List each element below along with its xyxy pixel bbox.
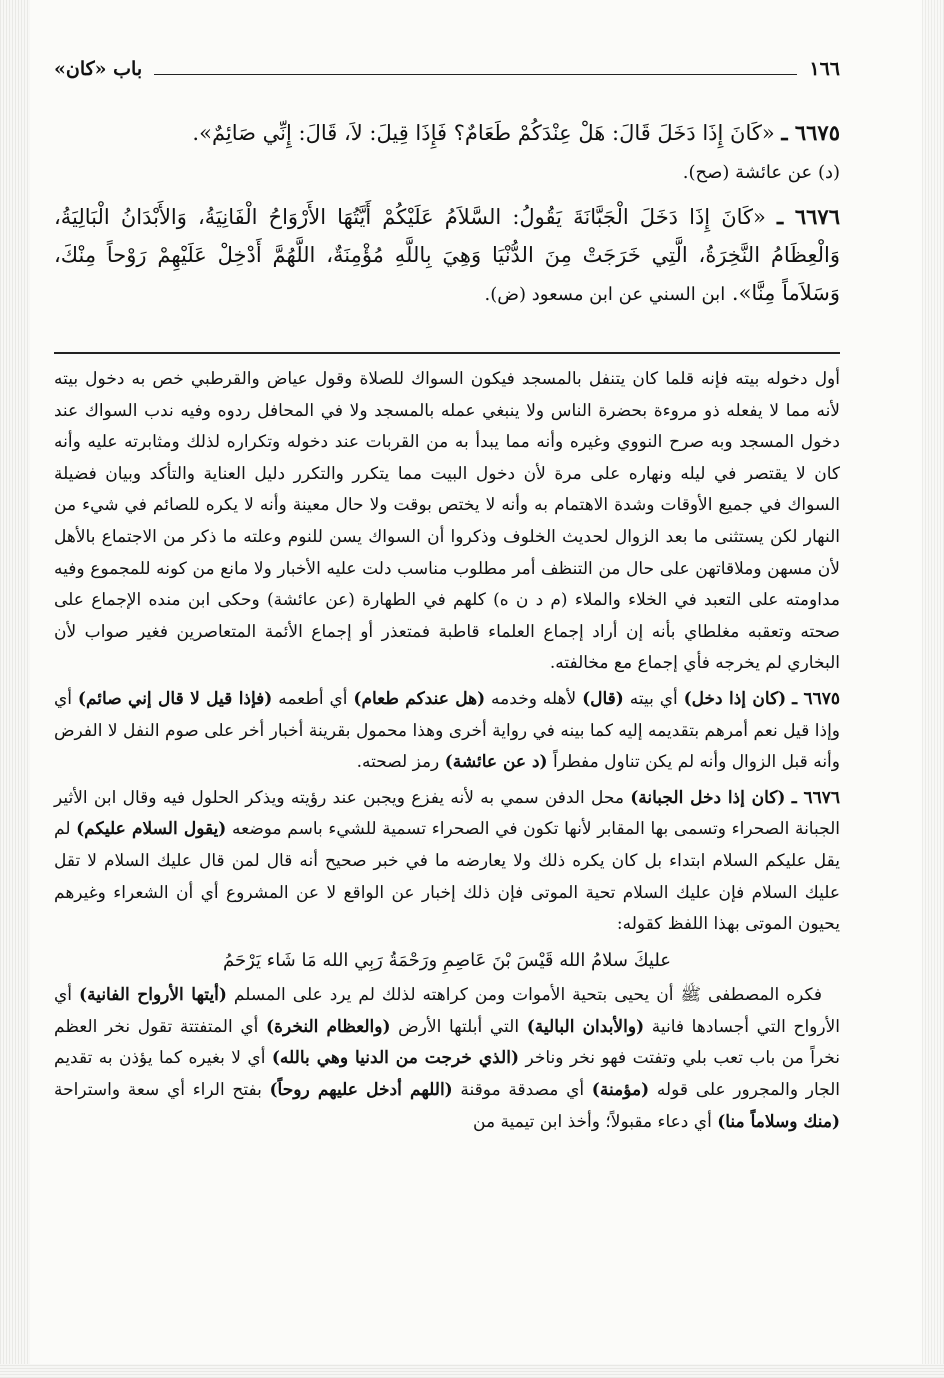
commentary-intro: أول دخوله بيته فإنه قلما كان يتنفل بالمسجد فيكون السواك للصلاة وقول عياض والقرطبي خص به دخول بيته لأنه مما لا يفعله ذو مروءة بحضرة الناس ولا ينبغي عمله بالمسجد ولا في المحافل ردوه وفيه ندب السواك عند دخول المسجد وبه صرح النووي وغيره وأنه مما يبدأ به من القربات عند دخوله وتكراره لذلك ومثابرته عليه وأنه كان لا يقتصر في ليله ونهاره على مرة لأن دخول البيت مما يتكرر والتكرر دليل العناية والتأكد وبيان فضيلة السواك في جميع الأوقات وشدة الاهتمام به وأنه لا يختص بوقت ولا حال معينة وأنه لا يكره للصائم في شيء من النهار لكن يستثنى ما بعد الزوال لحديث الخلوف وذكروا أن السواك يسن للنوم وعلته ما ذكر من الاجتماع بالأهل لأن مسهن وملاقاتهن على حال من التنظف أمر مطلوب مناسب دلت عليه الأخبار ولا مانع من كونه للمجموع وفيه مداومته على التعبد في الخلاء والملاء (م د ن ه) كلهم في الطهارة (عن عائشة) وحكى ابن منده الإجماع على صحته وتعقبه مغلطاي بأنه إن أراد إجماع العلماء قاطبة فمتعذر أو إجماع الأئمة المتعاصرين فغير صواب لأن البخاري لم يخرجه فأي إجماع مع مخالفته. bbox=[54, 369, 841, 674]
commentary-text: أي بيته bbox=[623, 688, 684, 709]
quoted-phrase: (قال) bbox=[582, 688, 624, 709]
page-edge-right bbox=[922, 0, 944, 1378]
quoted-phrase: (كان إذا دخل الجبانة) bbox=[630, 787, 786, 808]
hadith-text: «كَانَ إِذَا دَخَلَ الْجَبَّانَةَ يَقُولُ: السَّلاَمُ عَلَيْكُمْ أَيَّتُهَا الأَرْوَاحُ الْفَانِيَةُ، وَالأَبْدَانُ الْبَالِيَةُ، وَالْعِظَامُ النَّخِرَةُ، الَّتِي خَرَجَتْ مِنَ الدُّنْيَا وَهِيَ بِاللَّهِ مُؤْمِنَةٌ، اللَّهُمَّ أَدْخِلْ عَلَيْهِمْ رَوْحاً مِنْكَ، وَسَلاَماً مِنَّا». bbox=[54, 205, 840, 305]
commentary-text: رمز لصحته. bbox=[356, 752, 445, 773]
hadith-6676 bbox=[54, 198, 840, 314]
hadith-source: ابن السني عن ابن مسعود (ض). bbox=[484, 284, 726, 305]
commentary-number: ٦٦٧٥ ـ bbox=[792, 688, 841, 709]
commentary-text: أي المتفتتة تقول نخر العظم نخراً من باب تعب بلي وتفتت فهو نخر وناخر bbox=[54, 1016, 840, 1069]
commentary-text: فكره المصطفى ﷺ أن يحيى بتحية الأموات ومن كراهته لذلك لم يرد على المسلم bbox=[226, 985, 822, 1006]
quoted-phrase: (هل عندكم طعام) bbox=[353, 688, 486, 709]
quoted-phrase: (كان إذا دخل) bbox=[683, 688, 787, 709]
commentary-text: أي وإذا قيل نعم أمرهم بتقديمه إليه كما بينه في رواية أخرى وهذا محمول بقرينة أخبار أخر على صوم النفل لا الفرض وأنه قبل الزوال وأنه لم يكن تناول مفطراً bbox=[54, 688, 840, 773]
page-edge-bottom bbox=[0, 1364, 944, 1378]
quoted-phrase: (فإذا قيل لا قال إني صائم) bbox=[77, 688, 273, 709]
commentary-text: أي الأرواح التي أجسادها فانية bbox=[54, 985, 841, 1037]
commentary-text: محل الدفن سمي به لأنه يفزع ويجبن عند رؤيته ويذكر الحلول فيه وقال ابن الأثير الجبانة الصحراء وتسمى بها المقابر لأنها تكون في الصحراء تسمية للشيء باسم موضعه bbox=[54, 787, 840, 840]
commentary-text: أي لا بغيره كما يؤذن به تقديم الجار والمجرور على قوله bbox=[54, 1048, 841, 1101]
quoted-phrase: (الذي خرجت من الدنيا وهي بالله) bbox=[271, 1048, 520, 1069]
hadith-number: ٦٦٧٦ ـ bbox=[777, 204, 840, 229]
hadith-number: ٦٦٧٥ ـ bbox=[781, 120, 840, 145]
quoted-phrase: (مؤمنة) bbox=[591, 1080, 650, 1101]
quoted-phrase: (منك وسلاماً منا) bbox=[717, 1111, 840, 1132]
page-number: ١٦٦ bbox=[809, 58, 840, 80]
commentary-text: لأهله وخدمه bbox=[485, 688, 583, 709]
commentary-text: لم يقل عليكم السلام ابتداء بل كان يكره ذلك ولا يعارضه ما في خبر صحيح أنه قال لمن قال عليك السلام لا تقل عليك السلام فإن عليك السلام تحية الموتى فإن ذلك إخبار عن الواقع لا عن المشروع أي أن الشعراء وغيرهم يحيون الموتى بهذا اللفظ كقوله: bbox=[54, 819, 840, 935]
hadith-text: «كَانَ إِذَا دَخَلَ قَالَ: هَلْ عِنْدَكُمْ طَعَامٌ؟ فَإِذَا قِيلَ: لاَ، قَالَ: إِنِّي صَائِمٌ». bbox=[192, 121, 775, 145]
commentary-text: أي مصدقة موقنة bbox=[452, 1080, 592, 1101]
commentary-number: ٦٦٧٦ ـ bbox=[791, 787, 840, 808]
commentary-text: بفتح الراء أي سعة واستراحة bbox=[54, 1080, 270, 1101]
commentary-6676 bbox=[54, 783, 840, 941]
text-separator-rule bbox=[54, 352, 840, 354]
page-header bbox=[54, 56, 840, 80]
hadith-source: (د) عن عائشة (صح). bbox=[682, 162, 840, 183]
commentary-continuation bbox=[54, 980, 840, 1138]
quoted-phrase: (والعظام النخرة) bbox=[266, 1016, 391, 1037]
quoted-phrase: (والأبدان البالية) bbox=[526, 1016, 645, 1037]
commentary bbox=[54, 364, 840, 1138]
commentary-text: أي دعاء مقبولاً؛ وأخذ ابن تيمية من bbox=[473, 1111, 718, 1132]
header-rule bbox=[154, 74, 797, 75]
commentary-text: التي أبلتها الأرض bbox=[390, 1016, 527, 1037]
poetry-verse: عليكَ سلامُ الله قَيْسَ بْنَ عَاصِمِ ورَحْمَةُ رَبِي الله مَا شَاء يَرْحَمُ bbox=[222, 949, 672, 971]
page-edge-left bbox=[0, 0, 30, 1378]
commentary-6675 bbox=[54, 684, 840, 779]
quoted-phrase: (أيتها الأرواح الفانية) bbox=[79, 985, 227, 1006]
quoted-phrase: (يقول السلام عليكم) bbox=[76, 819, 227, 840]
quoted-phrase: (اللهم أدخل عليهم روحاً) bbox=[269, 1080, 453, 1101]
chapter-title: باب «كان» bbox=[54, 58, 143, 80]
commentary-text: أي أطعمه bbox=[272, 688, 354, 709]
quoted-phrase: (د عن عائشة) bbox=[444, 752, 548, 773]
hadith-6675 bbox=[54, 114, 840, 192]
